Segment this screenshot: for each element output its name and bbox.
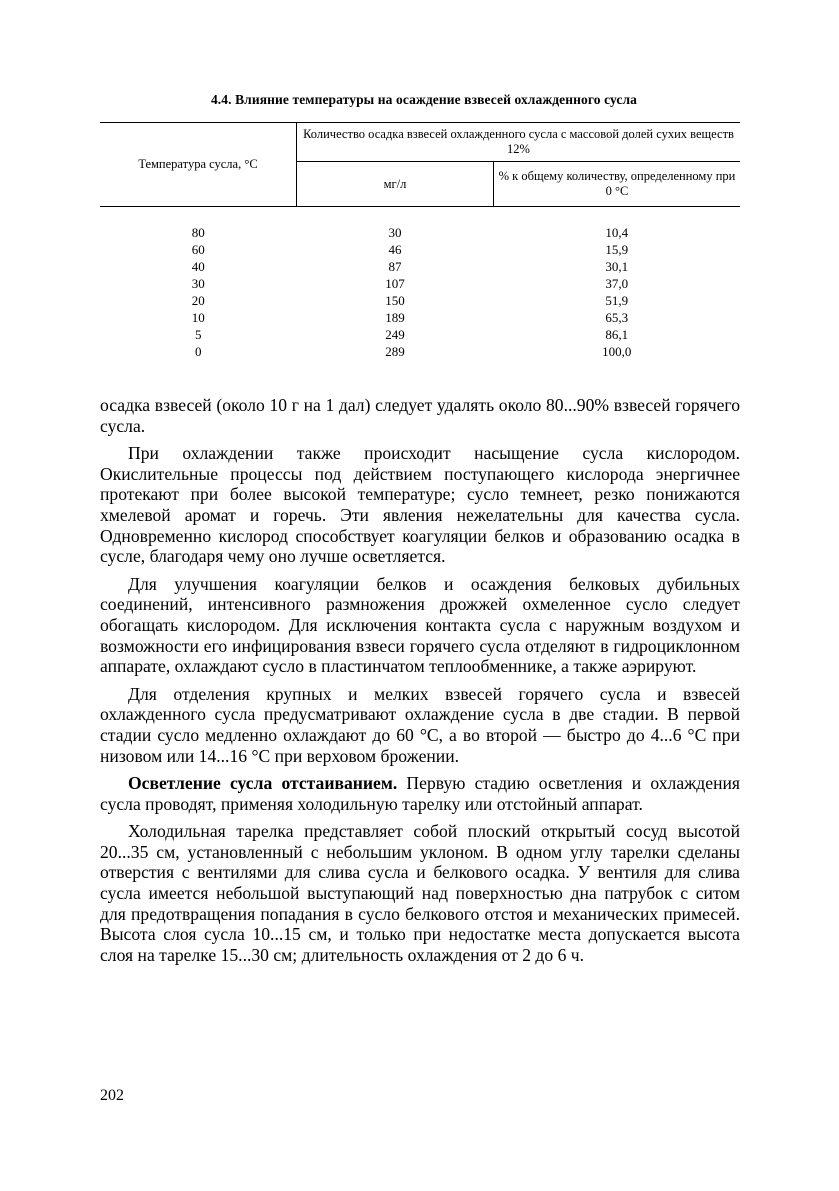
page-number: 202: [100, 1087, 124, 1104]
cell-temperature: 30: [191, 276, 205, 291]
cell-percent: 65,3: [605, 310, 629, 325]
cell-mgl: 87: [388, 259, 402, 274]
paragraph-4: Для отделения крупных и мелких взвесей горячего сусла и взвесей охлажденного сусла предусматривают охлаждение сусла в две стадии. В первой стадии сусло медленно охлаждают до 60 °С, а во второй — быстро до 4...6 °С при низовом или 14...16 °С при верховом брожении.: [100, 683, 740, 766]
paragraph-1: осадка взвесей (около 10 г на 1 дал) следует удалять около 80...90% взвесей горячего сусла.: [100, 395, 740, 436]
data-table: [100, 122, 740, 360]
table-row: [100, 258, 740, 275]
header-mgl: мг/л: [297, 162, 494, 207]
header-percent: % к общему количеству, определенному при 0 °С: [494, 162, 741, 207]
cell-mgl: 249: [385, 327, 405, 342]
table-row: [100, 241, 740, 258]
cell-percent: 30,1: [605, 259, 629, 274]
table-row: [100, 309, 740, 326]
cell-temperature: 80: [191, 225, 205, 240]
body-text: [100, 395, 740, 972]
table-section: [100, 92, 740, 360]
cell-percent: 86,1: [605, 327, 629, 342]
section-heading: Осветление сусла отстаиванием.: [128, 773, 398, 794]
cell-mgl: 189: [385, 310, 405, 325]
paragraph-5-text: Первую стадию осветления и охлаждения сусла проводят, применяя холодильную тарелку или отстойный аппарат.: [100, 773, 740, 814]
table-caption: 4.4. Влияние температуры на осаждение взвесей охлажденного сусла: [210, 92, 638, 107]
paragraph-3: Для улучшения коагуляции белков и осаждения белковых дубильных соединений, интенсивного размножения дрожжей охмеленное сусло следует обогащать кислородом. Для исключения контакта сусла с наружным воздухом и возможности его инфицирования взвеси горячего сусла отделяют в гидроциклонном аппарате, охлаждают сусло в пластинчатом теплообменнике, а также аэрируют.: [100, 573, 740, 677]
paragraph-6: Холодильная тарелка представляет собой плоский открытый сосуд высотой 20...35 см, установленный с небольшим уклоном. В одном углу тарелки сделаны отверстия с вентилями для слива сусла и белкового осадка. У вентиля для слива сусла имеется небольшой выступающий над поверхностью дна патрубок с ситом для предотвращения попадания в сусло белкового отстоя и механических примесей. Высота слоя сусла 10...15 см, и только при недостатке места допускается высота слоя на тарелке 15...30 см; длительность охлаждения от 2 до 6 ч.: [100, 821, 740, 965]
header-temperature: Температура сусла, °С: [100, 123, 297, 207]
table-row: [100, 275, 740, 292]
cell-percent: 37,0: [605, 276, 629, 291]
paragraph-5: [100, 773, 740, 814]
cell-temperature: 10: [191, 310, 205, 325]
cell-mgl: 107: [385, 276, 405, 291]
cell-percent: 10,4: [605, 225, 629, 240]
cell-mgl: 150: [385, 293, 405, 308]
cell-mgl: 30: [388, 225, 402, 240]
cell-temperature: 60: [191, 242, 205, 257]
paragraph-2: При охлаждении также происходит насыщение сусла кислородом. Окислительные процессы под действием поступающего кислорода энергичнее протекают при более высокой температуре; сусло темнеет, резко понижаются хмелевой аромат и горечь. Эти явления нежелательны для качества сусла. Одновременно кислород способствует коагуляции белков и образованию осадка в сусле, благодаря чему оно лучше осветляется.: [100, 443, 740, 567]
cell-percent: 51,9: [605, 293, 629, 308]
cell-mgl: 46: [388, 242, 402, 257]
cell-percent: 15,9: [605, 242, 629, 257]
cell-temperature: 40: [191, 259, 205, 274]
table-row: [100, 326, 740, 343]
cell-temperature: 0: [195, 344, 202, 359]
cell-mgl: 289: [385, 344, 405, 359]
table-row: [100, 343, 740, 360]
cell-percent: 100,0: [602, 344, 632, 359]
cell-temperature: 5: [195, 327, 202, 342]
table-row: [100, 224, 740, 241]
cell-temperature: 20: [191, 293, 205, 308]
header-group: Количество осадка взвесей охлажденного сусла с массовой долей сухих веществ 12%: [297, 123, 741, 162]
table-row: [100, 292, 740, 309]
